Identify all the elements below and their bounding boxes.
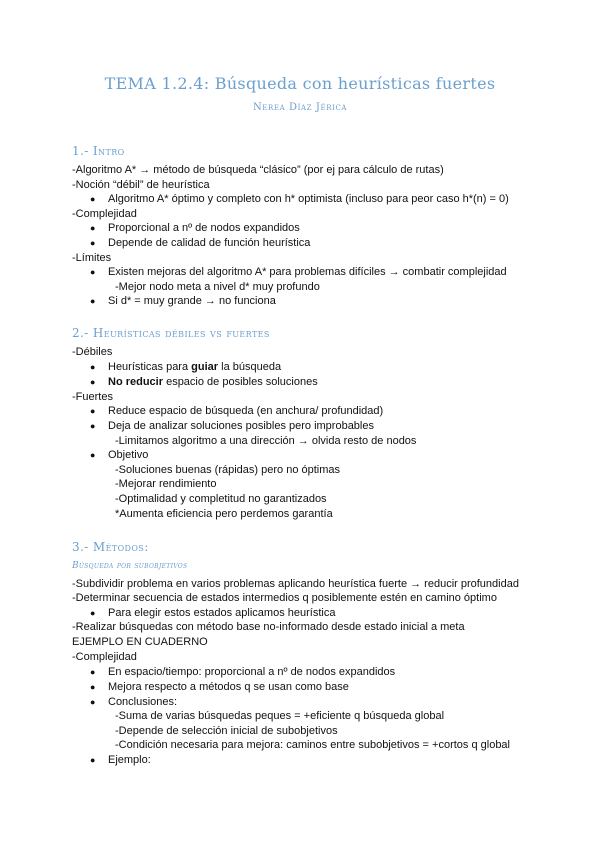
bullet-icon: ● [90,667,96,677]
sub-item: -Mejor nodo meta a nivel d* muy profundo [115,281,320,293]
section-heading-intro: 1.- Intro [72,144,125,158]
text-line: -Subdividir problema en varios problemas aplicando heurística fuerte → reducir profundidad [72,578,519,590]
document-title: TEMA 1.2.4: Búsqueda con heurísticas fuertes [104,74,496,93]
bullet-icon: ● [90,194,96,204]
text-line: -Complejidad [72,208,137,220]
sub-item: -Condición necesaria para mejora: caminos entre subobjetivos = +cortos q global [115,739,510,751]
list-item: Objetivo [108,449,149,461]
list-item: En espacio/tiempo: proporcional a nº de nodos expandidos [108,666,396,678]
list-item [108,375,318,389]
bullet-icon: ● [90,682,96,692]
bold-text: No reducir [108,376,164,388]
sub-item: -Limitamos algoritmo a una dirección → olvida resto de nodos [115,435,417,447]
text-line: -Complejidad [72,651,137,663]
sub-item: -Suma de varias búsquedas peques = +eficiente q búsqueda global [115,710,445,722]
sub-item: -Optimalidad y completitud no garantizados [115,493,327,505]
list-item [108,360,281,374]
text-line: -Débiles [72,346,113,358]
author-name: Nerea Díaz Jérica [252,102,348,113]
list-item: Algoritmo A* óptimo y completo con h* optimista (incluso para peor caso h*(n) = 0) [108,193,509,205]
bullet-icon: ● [90,362,96,372]
list-item: Depende de calidad de función heurística [108,237,311,249]
text-line: -Límites [72,252,112,264]
sub-item: *Aumenta eficiencia pero perdemos garantía [115,508,333,520]
section-heading-heuristicas: 2.- Heurísticas débiles vs fuertes [72,326,270,340]
bullet-icon: ● [90,406,96,416]
list-item: Conclusiones: [108,696,178,708]
text-line: -Fuertes [72,391,113,403]
bullet-icon: ● [90,267,96,277]
text-line: -Determinar secuencia de estados intermedios q posiblemente estén en camino óptimo [72,592,497,604]
text-line: -Realizar búsquedas con método base no-informado desde estado inicial a meta [72,621,465,633]
list-item: Mejora respecto a métodos q se usan como base [108,681,349,693]
text-line: -Noción “débil” de heurística [72,179,210,191]
sub-item: -Soluciones buenas (rápidas) pero no óptimas [115,464,341,476]
list-item: Proporcional a nº de nodos expandidos [108,222,300,234]
list-item: Deja de analizar soluciones posibles pero improbables [108,420,374,432]
bullet-icon: ● [90,697,96,707]
section-heading-metodos: 3.- Métodos: [72,540,149,554]
bullet-icon: ● [90,421,96,431]
bullet-icon: ● [90,223,96,233]
bullet-icon: ● [90,608,96,618]
item-text: espacio de posibles soluciones [163,376,318,388]
item-text: la búsqueda [218,361,282,373]
list-item: Si d* = muy grande → no funciona [108,295,276,307]
sub-item: -Depende de selección inicial de subobjetivos [115,725,338,737]
item-text: Heurísticas para [108,361,192,373]
bold-text: guiar [191,361,219,373]
bullet-icon: ● [90,296,96,306]
bullet-icon: ● [90,238,96,248]
text-line: EJEMPLO EN CUADERNO [72,636,208,648]
list-item: Ejemplo: [108,754,151,766]
list-item: Para elegir estos estados aplicamos heurística [108,607,336,619]
list-item: Existen mejoras del algoritmo A* para problemas difíciles → combatir complejidad [108,266,507,278]
list-item: Reduce espacio de búsqueda (en anchura/ profundidad) [108,405,384,417]
sub-item: -Mejorar rendimiento [115,478,217,490]
text-line: -Algoritmo A* → método de búsqueda “clásico” (por ej para cálculo de rutas) [72,164,444,176]
subsection-heading: Búsqueda por subobjetivos [72,561,188,571]
bullet-icon: ● [90,755,96,765]
bullet-icon: ● [90,377,96,387]
bullet-icon: ● [90,450,96,460]
